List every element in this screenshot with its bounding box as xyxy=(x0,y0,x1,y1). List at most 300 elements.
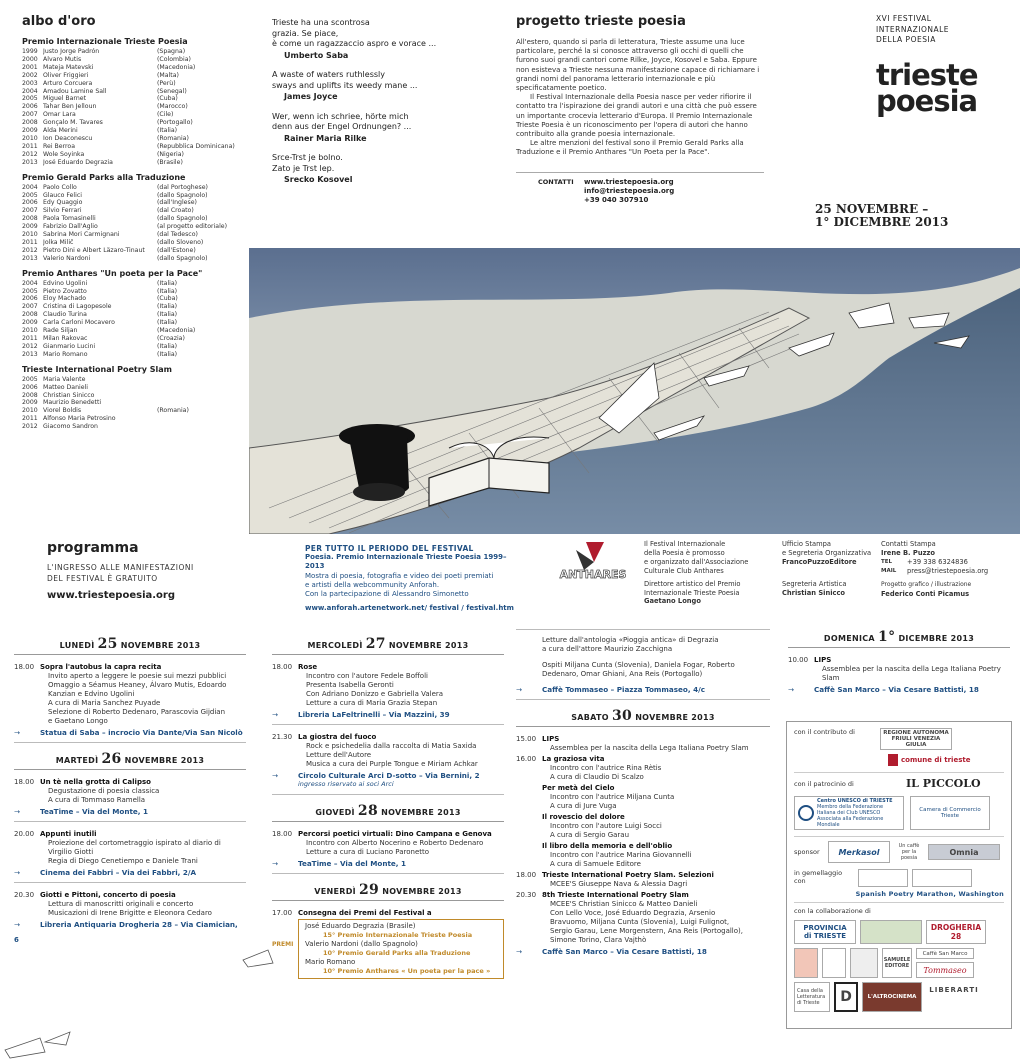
event-location[interactable] xyxy=(272,771,504,795)
albo-name: Tahar Ben Jelloun xyxy=(43,103,97,111)
event xyxy=(516,755,770,782)
albo-row xyxy=(22,72,248,80)
programma-title: programma xyxy=(47,540,139,556)
event-line: A cura di Claudio Di Scalzo xyxy=(550,773,644,781)
festival-dates: 25 NOVEMBRE – 1° DICEMBRE 2013 xyxy=(815,202,949,229)
event-line: MCEE'S Giuseppe Nava & Alessia Dagri xyxy=(550,880,688,888)
albo-name: Fabrizio Dall'Aglio xyxy=(43,223,98,231)
event-time: 20.30 xyxy=(516,891,537,899)
albo-country: (dallo Sloveno) xyxy=(157,238,204,246)
quote-block xyxy=(272,70,497,103)
location-text: Statua di Saba – incrocio Via Dante/Via San Nicolò xyxy=(40,728,243,737)
programma-header xyxy=(47,540,277,601)
event-time: 18.00 xyxy=(516,871,537,879)
samuele-editore-logo: SAMUELE EDITORE xyxy=(882,948,912,978)
albo-year: 2004 xyxy=(22,279,38,287)
albo-country: (Italia) xyxy=(157,127,178,135)
anthares-logo-text: ANTHARES xyxy=(559,568,627,581)
day-number: 30 xyxy=(612,708,633,724)
albo-year: 2011 xyxy=(22,142,38,150)
periodo-url[interactable]: www.anforah.artenetwork.net/ festival / festival.htm xyxy=(305,604,514,613)
event-line: Incontro con l'autrice Miljana Cunta xyxy=(550,793,675,801)
drogheria-28-logo: DROGHERIA 28 xyxy=(926,920,986,944)
provincia-trieste-logo: PROVINCIA di TRIESTE xyxy=(794,920,856,944)
event-title: La graziosa vita xyxy=(542,755,605,763)
camera-commercio-logo: Camera di Commercio Trieste xyxy=(910,796,990,830)
albo-country xyxy=(157,376,248,384)
periodo-heading: PER TUTTO IL PERIODO DEL FESTIVAL xyxy=(305,544,474,553)
albo-country: (Italia) xyxy=(157,303,178,311)
albo-name: Maurizio Benedetti xyxy=(43,399,102,407)
albo-name: Alda Merini xyxy=(43,127,78,135)
contatti-label: CONTATTI xyxy=(538,177,574,186)
day-label: DOMENICA xyxy=(823,634,875,643)
comune-crest-icon xyxy=(888,754,898,766)
event-time: 18.00 xyxy=(272,663,293,671)
day-month: NOVEMBRE 2013 xyxy=(124,756,205,765)
albo-country: (Cile) xyxy=(157,111,174,119)
event-location[interactable] xyxy=(14,868,246,883)
quote-block xyxy=(272,112,497,145)
event-title: Il rovescio del dolore xyxy=(542,813,625,821)
albo-name: Rade Siljan xyxy=(43,327,78,335)
albo-year: 2010 xyxy=(22,407,38,415)
albo-section xyxy=(22,37,248,167)
event-line: Kanzian e Edvino Ugolini xyxy=(48,690,135,698)
event-location[interactable] xyxy=(14,728,246,743)
progetto-column xyxy=(516,14,764,205)
albo-country: (Romania) xyxy=(157,134,189,142)
event-line: Bravuomo, Miljana Cunta (Slovenia), Luigi Fulignot, xyxy=(550,918,730,926)
event-title: Rose xyxy=(298,663,318,671)
albo-name: Jolka Milič xyxy=(43,238,74,246)
albo-country: (Perù) xyxy=(157,79,176,87)
event-line: Omaggio a Séamus Heaney, Álvaro Mutis, Edoardo xyxy=(48,681,227,689)
albo-name: Alvaro Mutis xyxy=(43,55,82,63)
albo-name: Valerio Nardoni xyxy=(43,254,91,262)
albo-row xyxy=(22,392,248,400)
albo-country: (dall'Estone) xyxy=(157,246,196,254)
event xyxy=(516,735,770,753)
albo-row xyxy=(22,95,248,103)
caffe-poesia-logo: Un caffè per la poesia xyxy=(898,843,920,861)
albo-name: Christian Sinicco xyxy=(43,391,95,399)
event-line: A cura di Samuele Editore xyxy=(550,860,641,868)
event-time: 16.00 xyxy=(516,755,537,763)
albo-year: 2004 xyxy=(22,87,38,95)
albo-year: 2012 xyxy=(22,246,38,254)
regione-fvg-logo: REGIONE AUTONOMA FRIULI VENEZIA GIULIA xyxy=(880,728,952,750)
albo-year: 2011 xyxy=(22,335,38,342)
albo-name: Miguel Barnet xyxy=(43,95,87,103)
quote-line: Zato je Trst lep. xyxy=(272,163,335,173)
event-time: 18.00 xyxy=(272,830,293,838)
day-label: GIOVEDÌ xyxy=(315,808,355,817)
premio-name: 10° Premio Anthares « Un poeta per la pace » xyxy=(323,967,491,975)
unesco-icon xyxy=(798,805,814,821)
albo-name: Wole Soyinka xyxy=(43,150,85,158)
event-line: Sergio Garau, Lene Morgenstern, Ana Reis (Portogallo), xyxy=(550,927,743,935)
albo-row xyxy=(22,247,248,255)
event-time xyxy=(516,813,542,840)
arrow-right-icon: → xyxy=(14,807,21,816)
location-text: TeaTime – Via del Monte, 1 xyxy=(298,859,406,868)
decorative-page-mid xyxy=(238,945,278,970)
albo-row xyxy=(22,223,248,231)
periodo-block: PER TUTTO IL PERIODO DEL FESTIVAL Poesia. Premio Internazionale Trieste Poesia 1999–2013 Mostra di poesia, fotografia e video dei poeti premiati e artisti della webcommunity Anforah. Con la partecipazione di Alessandro Simonetto www.anforah.artenetwork.net/ festival / festival.htm xyxy=(305,544,520,613)
event-title: Per metà del Cielo xyxy=(542,784,615,792)
contatti-email[interactable]: info@triestepoesia.org xyxy=(584,186,675,195)
albo-year: 2009 xyxy=(22,127,38,135)
program-column-1 xyxy=(14,636,246,950)
event-line: Incontro con l'autore Luigi Socci xyxy=(550,822,662,830)
illustration xyxy=(249,248,1020,534)
albo-year: 2009 xyxy=(22,319,38,327)
albo-section xyxy=(22,365,248,431)
anthares-logo-icon xyxy=(546,540,640,582)
albo-sections xyxy=(22,37,248,431)
event-line: Lettura di manoscritti originali e concerto xyxy=(48,900,194,908)
albo-year: 2011 xyxy=(22,238,38,246)
event xyxy=(516,813,770,840)
albo-country: (Senegal) xyxy=(157,87,187,95)
quote-line: A waste of waters ruthlessly xyxy=(272,70,385,79)
arrow-right-icon: → xyxy=(14,868,21,877)
event-line: A cura di Tommaso Ramella xyxy=(48,796,146,804)
dei-fabbri-logo: L'ALTROCINEMA xyxy=(862,982,922,1012)
event-line: Assemblea per la nascita della Lega Italiana Poetry Slam xyxy=(822,665,1001,682)
albo-year: 2005 xyxy=(22,287,38,295)
day-month: DICEMBRE 2013 xyxy=(898,634,975,643)
albo-year: 2002 xyxy=(22,71,38,79)
liberarti-logo: LIBERARTI xyxy=(929,986,979,994)
quote-line: denn aus der Engel Ordnungen? ... xyxy=(272,122,412,131)
albo-row xyxy=(22,119,248,127)
albo-country: (Italia) xyxy=(157,279,178,287)
albo-year: 2006 xyxy=(22,103,38,111)
event-title: Giotti e Pittoni, concerto di poesia xyxy=(40,891,176,899)
albo-row xyxy=(22,335,248,343)
event-time: 17.00 xyxy=(272,909,293,917)
albo-row xyxy=(22,351,248,359)
day-label: MARTEDÌ xyxy=(55,756,99,765)
event-title: Consegna dei Premi del Festival a xyxy=(298,909,432,917)
arrow-right-icon: → xyxy=(272,771,279,780)
albo-section-heading: Premio Internazionale Trieste Poesia xyxy=(22,37,188,46)
albo-name: Ion Deaconescu xyxy=(43,134,93,142)
ospiti xyxy=(542,661,770,679)
albo-section xyxy=(22,173,248,263)
albo-country: (Italia) xyxy=(157,342,178,350)
albo-row xyxy=(22,407,248,415)
albo-row xyxy=(22,288,248,296)
albo-country: (Romania) xyxy=(157,407,189,415)
albo-name: Alfonso Maria Petrosino xyxy=(43,415,116,423)
day-number: 27 xyxy=(365,636,386,652)
sponsors-panel: con il contributo di REGIONE AUTONOMA FRIULI VENEZIA GIULIA comune di trieste con il patrocinio di IL PICCOLO Centro UNESCO di TRIESTE Membro della Federazione Italiana dei Club UNESCO Associata alla Federazione Mondiale Camera di Commercio Trieste sponsor Merkasol Un caffè per la poesia Omnia in gemellaggio con Spanish Poetry Marathon, Washington con la collaborazione di PROVINCIA di TRIESTE DROGHERIA 28 SAMUELE EDITORE Caffè San Marco Tommaseo Casa della Letteratura di Trieste D L'ALTROCINEMA LIBERARTI xyxy=(786,721,1012,1029)
albo-name: Mateja Matevski xyxy=(43,63,94,71)
albo-row xyxy=(22,184,248,192)
albo-country: (Macedonia) xyxy=(157,327,196,335)
event-location[interactable] xyxy=(14,920,246,934)
spanish-poetry-marathon: Spanish Poetry Marathon, Washington xyxy=(855,890,1004,898)
day-number: 28 xyxy=(357,803,379,819)
albo-country: (dal Croato) xyxy=(157,207,194,215)
albo-year: 2012 xyxy=(22,423,38,431)
illustration-svg xyxy=(249,248,1020,534)
day-header xyxy=(14,751,246,770)
location-text: Caffè San Marco – Via Cesare Battisti, 18 xyxy=(542,947,707,956)
albo-name: Eloy Machado xyxy=(43,295,87,303)
albo-row xyxy=(22,215,248,223)
event xyxy=(272,909,504,979)
albo-year: 2006 xyxy=(22,383,38,391)
event-line: e Gaetano Longo xyxy=(48,717,108,725)
event xyxy=(272,733,504,769)
day-header xyxy=(516,708,770,727)
premio-winner: Valerio Nardoni (dallo Spagnolo) xyxy=(305,940,418,948)
albo-section xyxy=(22,269,248,359)
albo-year: 2013 xyxy=(22,350,38,358)
event xyxy=(272,830,504,857)
albo-name: Edvino Ugolini xyxy=(43,279,88,287)
albo-name: Pietro Dini e Albert Läzaro-Tinaut xyxy=(43,246,145,254)
event-title: LIPS xyxy=(542,735,560,743)
albo-country: (Cuba) xyxy=(157,95,178,103)
day-month: NOVEMBRE 2013 xyxy=(635,713,715,722)
arrow-right-icon: → xyxy=(272,859,279,868)
event xyxy=(14,891,246,918)
albo-country xyxy=(157,399,248,407)
albo-year: 2005 xyxy=(22,95,38,103)
quote-line: Wer, wenn ich schriee, hörte mich xyxy=(272,111,409,121)
albo-name: Sabrina Mori Carmignani xyxy=(43,231,120,239)
albo-year: 2007 xyxy=(22,207,38,215)
arrow-right-icon: → xyxy=(516,685,523,694)
event-line: Proiezione del cortometraggio ispirato al diario di xyxy=(48,839,221,847)
premio-name: 15° Premio Internazionale Trieste Poesia xyxy=(323,931,473,939)
event-location[interactable] xyxy=(516,685,770,700)
albo-row xyxy=(22,207,248,215)
albo-section-heading: Premio Gerald Parks alla Traduzione xyxy=(22,172,186,182)
location-text: Caffè San Marco – Via Cesare Battisti, 18 xyxy=(814,685,979,694)
albo-country: (Spagna) xyxy=(157,48,186,55)
event-time: 20.30 xyxy=(14,891,35,899)
albo-row xyxy=(22,103,248,111)
albo-name: Cristina di Lagopesole xyxy=(43,303,112,311)
progetto-paragraph: Le altre menzioni del festival sono il Premio Gerald Parks alla Traduzione e il Premio Anthares "Un Poeta per la Pace". xyxy=(516,139,744,157)
day-month: NOVEMBRE 2013 xyxy=(382,887,462,896)
arrow-right-icon: → xyxy=(788,685,795,694)
albo-row xyxy=(22,423,248,431)
albo-year: 2008 xyxy=(22,215,38,223)
ingresso-text: L'INGRESSO ALLE MANIFESTAZIONI DEL FESTIVAL È GRATUITO xyxy=(47,563,194,583)
event xyxy=(516,891,770,945)
day-month: NOVEMBRE 2013 xyxy=(381,808,461,817)
event-line: A cura di Maria Sanchez Puyade xyxy=(48,699,161,707)
albo-name: Justo Jorge Padrón xyxy=(43,48,100,55)
albo-name: Silvio Ferrari xyxy=(43,207,82,215)
trieste-poesia-logo: trieste poesia xyxy=(876,57,978,118)
albo-year: 2009 xyxy=(22,399,38,407)
albo-row xyxy=(22,303,248,311)
premio-name: 10° Premio Gerald Parks alla Traduzione xyxy=(323,949,471,957)
event-location[interactable] xyxy=(14,807,246,822)
albo-name: Matteo Danieli xyxy=(43,383,88,391)
event-time: 20.00 xyxy=(14,830,35,838)
albo-year: 2012 xyxy=(22,342,38,350)
event-line: Invito aperto a leggere le poesie sui mezzi pubblici xyxy=(48,672,227,680)
albo-name: Milan Rakovac xyxy=(43,335,88,342)
event-time: 15.00 xyxy=(516,735,537,743)
day-header xyxy=(272,636,504,655)
quote-line: grazia. Se piace, xyxy=(272,28,339,38)
albo-row xyxy=(22,151,248,159)
albo-country: (Malta) xyxy=(157,71,179,79)
albo-name: Edy Quaggio xyxy=(43,199,83,207)
albo-name: Giacomo Sandron xyxy=(43,423,98,431)
albo-country: (Colombia) xyxy=(157,55,191,63)
albo-row xyxy=(22,143,248,151)
festival-europeo-logo xyxy=(858,869,908,887)
day-header xyxy=(14,636,246,655)
event-line: Selezione di Roberto Dedenaro, Parascovia Gijdian xyxy=(48,708,225,716)
event-title: LIPS xyxy=(814,656,832,664)
venerdi-continued xyxy=(516,629,770,679)
quote-author: James Joyce xyxy=(284,92,338,101)
stampa-info: Contatti Stampa Irene B. Puzzo TEL +39 338 6324836 MAIL press@triestepoesia.org Progetto grafico / illustrazione Federico Conti Picamus xyxy=(881,540,989,598)
albo-row xyxy=(22,311,248,319)
event xyxy=(516,842,770,869)
merkasol-logo: Merkasol xyxy=(828,841,890,863)
event-line: Letture dall'antologia «Pioggia antica» di Degrazia xyxy=(542,636,719,644)
event-line: Letture a cura di Luciano Paronetto xyxy=(306,848,430,856)
event-line: Letture a cura di Maria Grazia Stepan xyxy=(306,699,438,707)
albo-country: (dal Portoghese) xyxy=(157,183,208,191)
albo-country: (Cuba) xyxy=(157,295,178,303)
albo-row xyxy=(22,231,248,239)
ufficio-info: Ufficio Stampa e Segreteria Organizzativa FrancoPuzzoEditore Segreteria Artistica Christian Sinicco xyxy=(782,540,872,597)
quote-line: sways and uplifts its weedy mane ... xyxy=(272,80,418,90)
albo-name: Carla Carloni Mocavero xyxy=(43,319,115,327)
decorative-pages-bottom xyxy=(0,1000,140,1059)
collab-logo-green xyxy=(860,920,922,944)
albo-country: (dallo Spagnolo) xyxy=(157,215,208,223)
albo-row xyxy=(22,159,248,167)
event-location[interactable] xyxy=(516,947,770,961)
quote-author: Srecko Kosovel xyxy=(284,175,353,184)
event-location[interactable] xyxy=(788,685,1010,699)
event xyxy=(516,784,770,811)
event-line: Letture dell'Autore xyxy=(306,751,372,759)
caffe-san-marco-logo: Caffè San Marco xyxy=(916,948,974,959)
albo-year: 1999 xyxy=(22,48,38,55)
albo-row xyxy=(22,239,248,247)
event-line: Regia di Diego Cenetiempo e Daniele Trani xyxy=(48,857,198,865)
albo-name: Amadou Lamine Sall xyxy=(43,87,107,95)
day-header xyxy=(272,803,504,822)
albo-name: Glauco Felici xyxy=(43,191,82,199)
event-title: Un tè nella grotta di Calipso xyxy=(40,778,151,786)
progetto-paragraph: Il Festival Internazionale della Poesia nasce per veder rifiorire il contatto tra l'ispirazione dei grandi autori e una città che può essere un importante crocevia letterario d'Europa. Il Premio Internazionale Trieste Poesia è un riconoscimento per l'opera di autori che hanno contribuito alla grande poesia internazionale. xyxy=(516,93,757,139)
albo-country: (Repubblica Dominicana) xyxy=(157,142,235,150)
event-line: Assemblea per la nascita della Lega Italiana Poetry Slam xyxy=(550,744,749,752)
event-line: Con Lello Voce, José Eduardo Degrazia, Arsenio xyxy=(550,909,716,917)
contatti-web[interactable]: www.triestepoesia.org xyxy=(584,177,674,186)
day-number: 1° xyxy=(878,629,896,645)
event-time: 18.00 xyxy=(14,663,35,671)
albo-row xyxy=(22,255,248,263)
albo-row xyxy=(22,48,248,56)
albo-year: 2010 xyxy=(22,327,38,335)
albo-country xyxy=(157,415,248,423)
programma-url[interactable]: www.triestepoesia.org xyxy=(47,590,176,601)
albo-country: (Brasile) xyxy=(157,158,183,166)
albo-year: 2013 xyxy=(22,158,38,166)
day-month: NOVEMBRE 2013 xyxy=(388,641,469,650)
progetto-text xyxy=(516,38,764,158)
day-label: VENERDÌ xyxy=(314,887,356,896)
albo-year: 2008 xyxy=(22,119,38,127)
albo-country: (dall'Inglese) xyxy=(157,199,197,207)
albo-row xyxy=(22,88,248,96)
stampa-email[interactable]: press@triestepoesia.org xyxy=(907,566,989,575)
albo-year: 2007 xyxy=(22,111,38,119)
albo-year: 2005 xyxy=(22,191,38,199)
day-number: 25 xyxy=(97,636,118,652)
event-location[interactable] xyxy=(272,710,504,725)
event xyxy=(14,778,246,805)
collab-logo-2 xyxy=(822,948,846,978)
albo-year: 2009 xyxy=(22,223,38,231)
albo-row xyxy=(22,343,248,351)
event-title: Percorsi poetici virtuali: Dino Campana e Genova xyxy=(298,830,492,838)
albo-country: (Portogallo) xyxy=(157,119,193,127)
albo-year: 2010 xyxy=(22,134,38,142)
albo-name: Omar Lara xyxy=(43,111,76,119)
progetto-title: progetto trieste poesia xyxy=(516,14,686,29)
event-time xyxy=(516,784,542,811)
day-header xyxy=(272,882,504,901)
il-piccolo-logo: IL PICCOLO xyxy=(906,777,981,790)
event-line: Virgilio Giotti xyxy=(48,848,94,856)
albo-row xyxy=(22,199,248,207)
albo-row xyxy=(22,64,248,72)
albo-year: 2008 xyxy=(22,391,38,399)
albo-row xyxy=(22,327,248,335)
albo-row xyxy=(22,295,248,303)
albo-row xyxy=(22,192,248,200)
location-text: TeaTime – Via del Monte, 1 xyxy=(40,807,148,816)
day-header xyxy=(788,629,1010,648)
collab-logo-red xyxy=(794,948,818,978)
quote-line: Trieste ha una scontrosa xyxy=(272,18,370,27)
event-title: 8th Trieste International Poetry Slam xyxy=(542,891,689,899)
unesco-logo: Centro UNESCO di TRIESTE Membro della Federazione Italiana dei Club UNESCO Associata alla Federazione Mondiale xyxy=(794,796,904,830)
albo-name: Mario Romano xyxy=(43,350,88,358)
event-line: a cura dell'attore Maurizio Zacchigna xyxy=(542,645,673,653)
event-line: Rock e psichedelia dalla raccolta di Matia Saxida xyxy=(306,742,477,750)
albo-row xyxy=(22,111,248,119)
program-column-2 xyxy=(272,636,504,981)
event-line: Musica a cura dei Purple Tongue e Miriam Achkar xyxy=(306,760,478,768)
event-location[interactable] xyxy=(272,859,504,874)
albo-name: Maria Valente xyxy=(43,375,86,383)
albo-year: 2011 xyxy=(22,415,38,423)
albo-name: Gianmario Lucini xyxy=(43,342,96,350)
albo-row xyxy=(22,399,248,407)
event-time xyxy=(516,842,542,869)
